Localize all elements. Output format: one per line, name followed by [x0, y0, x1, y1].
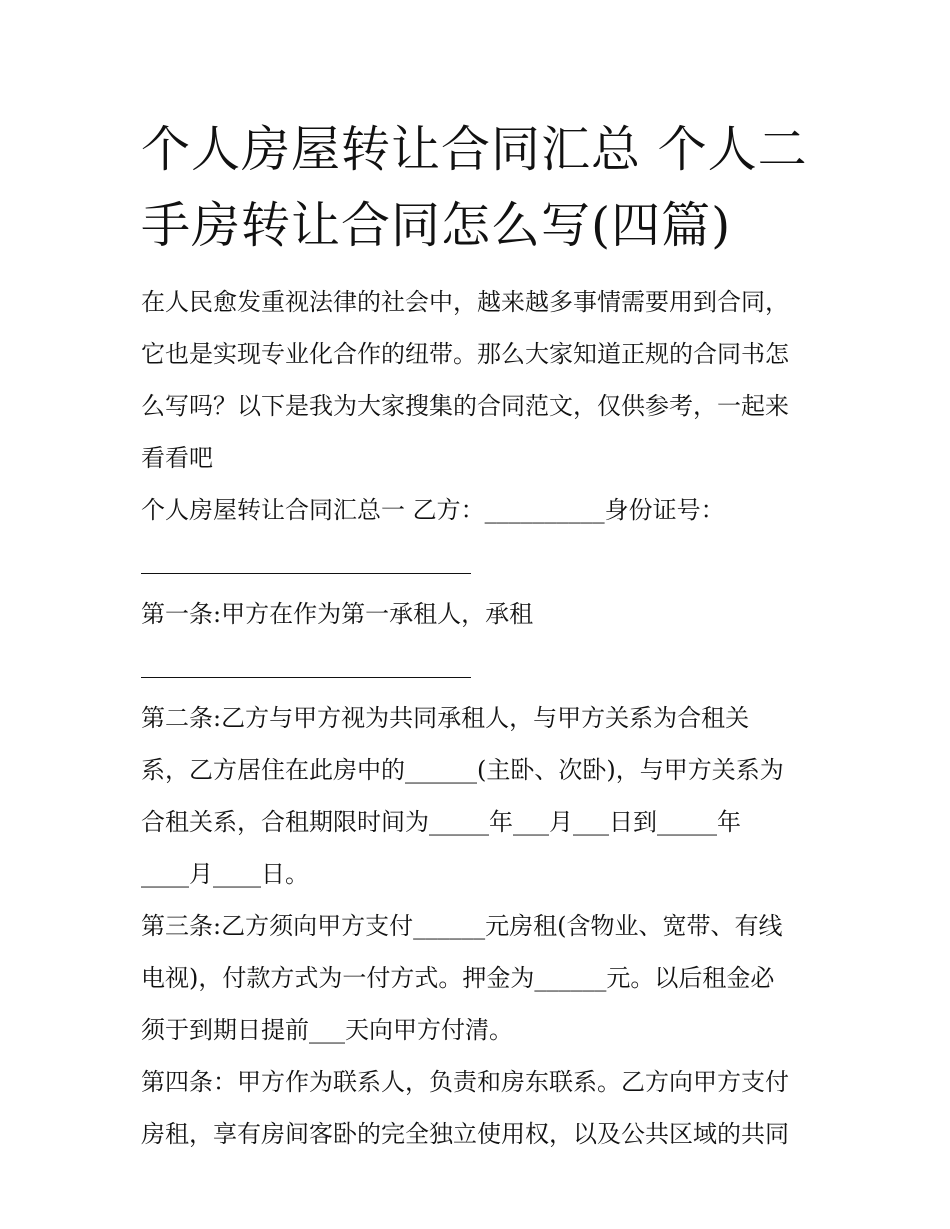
article-3-line-1: 第三条:乙方须向甲方支付______元房租(含物业、宽带、有线	[141, 912, 783, 940]
intro-line-2: 它也是实现专业化合作的纽带。那么大家知道正规的合同书怎	[141, 340, 789, 368]
article-2-line-4: ____月____日。	[141, 860, 309, 888]
article-1-line: 第一条:甲方在作为第一承租人，承租	[141, 600, 534, 628]
blank-rule	[141, 677, 471, 678]
article-2	[141, 692, 817, 900]
section-heading: 个人房屋转让合同汇总一 乙方：__________身份证号：	[141, 496, 725, 524]
document-page	[141, 112, 817, 1160]
title-line-1: 个人房屋转让合同汇总 个人二	[141, 121, 808, 178]
intro-line-1: 在人民愈发重视法律的社会中，越来越多事情需要用到合同，	[141, 288, 789, 316]
id-number-blank	[141, 536, 817, 588]
document-title	[141, 112, 817, 264]
article-1-blank	[141, 640, 817, 692]
article-3	[141, 900, 817, 1056]
article-2-line-3: 合租关系，合租期限时间为_____年___月___日到_____年	[141, 808, 741, 836]
title-line-2: 手房转让合同怎么写(四篇)	[141, 197, 732, 254]
article-3-line-2: 电视)，付款方式为一付方式。押金为______元。以后租金必	[141, 964, 775, 992]
intro-line-4: 看看吧	[141, 444, 213, 472]
article-2-line-1: 第二条:乙方与甲方视为共同承租人，与甲方关系为合租关	[141, 704, 750, 732]
intro-line-3: 么写吗？以下是我为大家搜集的合同范文，仅供参考，一起来	[141, 392, 789, 420]
article-2-line-2: 系，乙方居住在此房中的______(主卧、次卧)，与甲方关系为	[141, 756, 784, 784]
intro-paragraph	[141, 276, 817, 484]
blank-rule	[141, 573, 471, 574]
article-3-line-3: 须于到期日提前___天向甲方付清。	[141, 1016, 513, 1044]
article-4-line-2: 房租，享有房间客卧的完全独立使用权，以及公共区域的共同	[141, 1120, 789, 1148]
article-4-line-1: 第四条：甲方作为联系人，负责和房东联系。乙方向甲方支付	[141, 1068, 789, 1096]
article-4	[141, 1056, 817, 1160]
article-1	[141, 588, 817, 692]
section-1	[141, 484, 817, 588]
